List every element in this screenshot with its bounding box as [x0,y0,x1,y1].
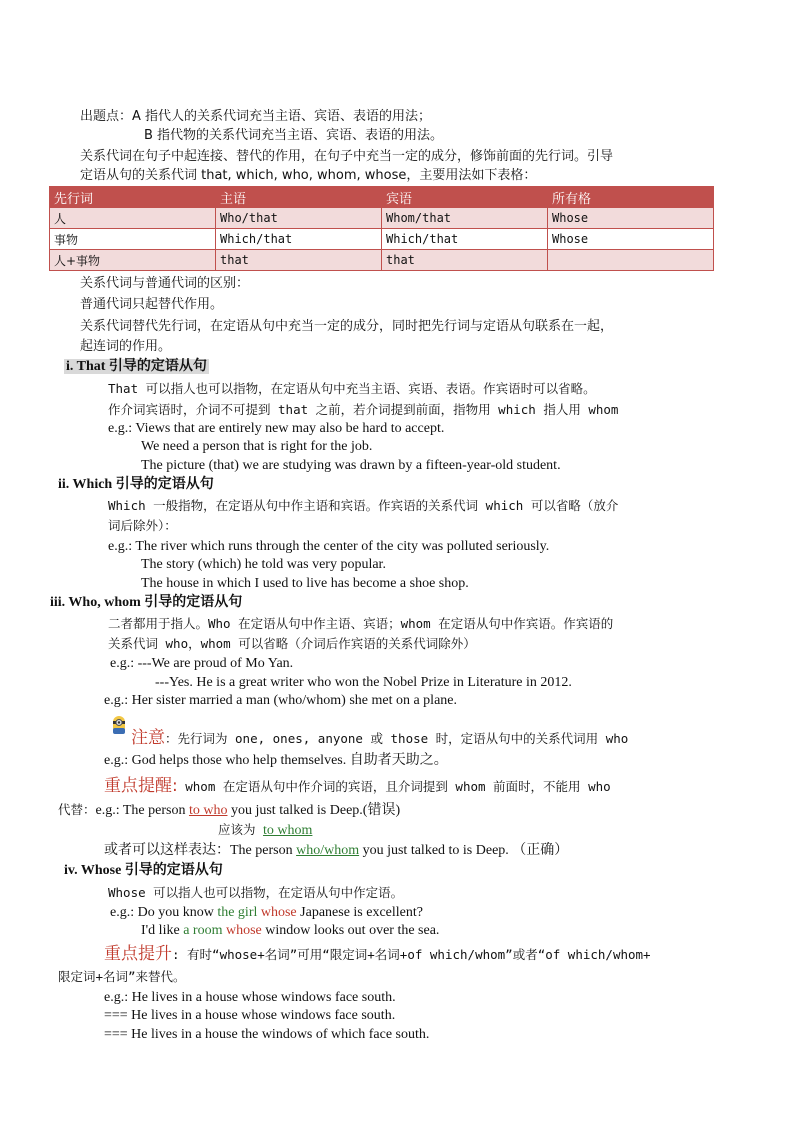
table-cell: Whom/that [382,208,548,229]
whose-example-3: e.g.: He lives in a house whose windows face south. [104,990,396,1005]
section-heading-text: i. That 引导的定语从句 [66,359,207,374]
section-heading-who-whom: iii. Who, whom 引导的定语从句 [50,595,243,610]
table-cell: Which/that [382,229,548,250]
note-text: ：先行词为 one, ones, anyone 或 those 时，定语从句中的关系代词用 who [165,731,629,746]
alt-pronoun: who/whom [296,843,360,858]
antecedent-highlight: a room [183,923,223,938]
wrong-phrase: to who [188,803,228,818]
whose-example-2 [141,922,439,940]
relative-pronoun-table [49,186,714,271]
that-para-2: 作介词宾语时，介词不可提到 that 之前，若介词提到前面，指物用 which 指人用 whom [108,402,619,417]
example-text: I'd like [141,923,184,938]
who-example-3: e.g.: Her sister married a man (who/whom) she met on a plane. [104,693,458,708]
table-cell [548,250,714,271]
whose-example-4: === He lives in a house whose windows face south. [104,1008,396,1023]
example-text: window looks out over the sea. [261,923,440,938]
difference-line-2: 关系代词替代先行词，在定语从句中充当一定的成分，同时把先行词与定语从句联系在一起， [80,319,614,334]
note-line [131,729,628,749]
antecedent-highlight: the girl [217,905,258,920]
table-row [50,208,714,229]
note-label: 注意 [131,728,165,748]
difference-line-3: 起连词的作用。 [80,339,172,354]
which-example-3: The house in which I used to live has become a shoe shop. [141,576,469,591]
whose-tip-line [104,945,651,965]
table-cell: that [216,250,382,271]
table-cell: Which/that [216,229,382,250]
intro-line-3: 关系代词在句子中起连接、替代的作用，在句子中充当一定的成分，修饰前面的先行词。引导 [80,149,614,164]
table-header-cell: 宾语 [382,187,548,208]
section-heading-whose: iv. Whose 引导的定语从句 [64,863,223,878]
who-example-1: e.g.: ---We are proud of Mo Yan. [110,656,294,671]
tip-prefix: 代替： [58,802,96,817]
difference-title: 关系代词与普通代词的区别： [80,276,250,291]
table-header-cell: 所有格 [548,187,714,208]
table-cell: 事物 [50,229,216,250]
which-example-2: The story (which) he told was very popular. [141,557,386,572]
tip-label: 重点提醒: [104,776,178,796]
tip-example [58,801,400,820]
table-cell: Whose [548,229,714,250]
table-cell: Who/that [216,208,382,229]
difference-line-1: 普通代词只起替代作用。 [80,297,224,312]
table-row [50,229,714,250]
whose-tip-label: 重点提升 [104,944,172,964]
table-cell: 人+事物 [50,250,216,271]
who-para-2: 关系代词 who，whom 可以省略（介词后作宾语的关系代词除外） [108,636,476,651]
tip-fix-label: 应该为 [218,822,264,837]
intro-line-4: 定语从句的关系代词 that, which, who, whom, whose，主要用法如下表格： [80,168,537,183]
example-text: e.g.: Do you know [110,905,218,920]
table-cell: Whose [548,208,714,229]
section-heading-that [64,358,209,376]
that-para-1: That 可以指人也可以指物，在定语从句中充当主语、宾语、表语。作宾语时可以省略。 [108,381,596,396]
table-header-cell: 先行词 [50,187,216,208]
which-para-1: Which 一般指物，在定语从句中作主语和宾语。作宾语的关系代词 which 可以省略（放介 [108,498,619,513]
alt-start: 或者可以这样表达：The person [104,843,297,858]
alt-expression [104,842,568,860]
which-para-2: 词后除外）： [108,518,177,533]
relative-pronoun-highlight: whose [222,923,262,938]
whose-tip-text-2: 限定词+名词”来替代。 [58,969,186,984]
relative-pronoun-highlight: whose [257,905,297,920]
tip-fix [218,821,312,840]
whose-tip-text: : 有时“whose+名词”可用“限定词+名词+of which/whom”或者“of which/whom+ [172,947,651,962]
table-header-row [50,187,714,208]
whose-example-5: === He lives in a house the windows of which face south. [104,1027,430,1042]
minion-mascot-icon [110,714,128,736]
table-cell: that [382,250,548,271]
tip-example-end: you just talked is Deep.(错误) [227,803,401,818]
that-example-3: The picture (that) we are studying was drawn by a fifteen-year-old student. [141,458,561,473]
tip-line [104,777,611,797]
tip-text: whom 在定语从句中作介词的宾语，且介词提到 whom 前面时，不能用 who [177,779,611,794]
note-example: e.g.: God helps those who help themselves. 自助者天助之。 [104,753,448,768]
whose-para-1: Whose 可以指人也可以指物，在定语从句中作定语。 [108,885,404,900]
example-text: Japanese is excellent? [296,905,423,920]
that-example-2: We need a person that is right for the job. [141,439,373,454]
table-row [50,250,714,271]
which-example-1: e.g.: The river which runs through the center of the city was polluted seriously. [108,539,550,554]
whose-example-1 [110,904,423,922]
intro-line-1: 出题点：A 指代人的关系代词充当主语、宾语、表语的用法； [80,109,432,124]
that-example-1: e.g.: Views that are entirely new may also be hard to accept. [108,421,445,436]
table-cell: 人 [50,208,216,229]
alt-end: you just talked to is Deep. （正确） [359,843,569,858]
correct-phrase: to whom [263,823,313,838]
tip-example-start: e.g.: The person [95,803,189,818]
who-example-2: ---Yes. He is a great writer who won the Nobel Prize in Literature in 2012. [155,675,572,690]
intro-line-2: B 指代物的关系代词充当主语、宾语、表语的用法。 [144,128,444,143]
table-header-cell: 主语 [216,187,382,208]
section-heading-which: ii. Which 引导的定语从句 [58,477,214,492]
who-para-1: 二者都用于指人。Who 在定语从句中作主语、宾语；whom 在定语从句中作宾语。作宾语的 [108,616,614,631]
